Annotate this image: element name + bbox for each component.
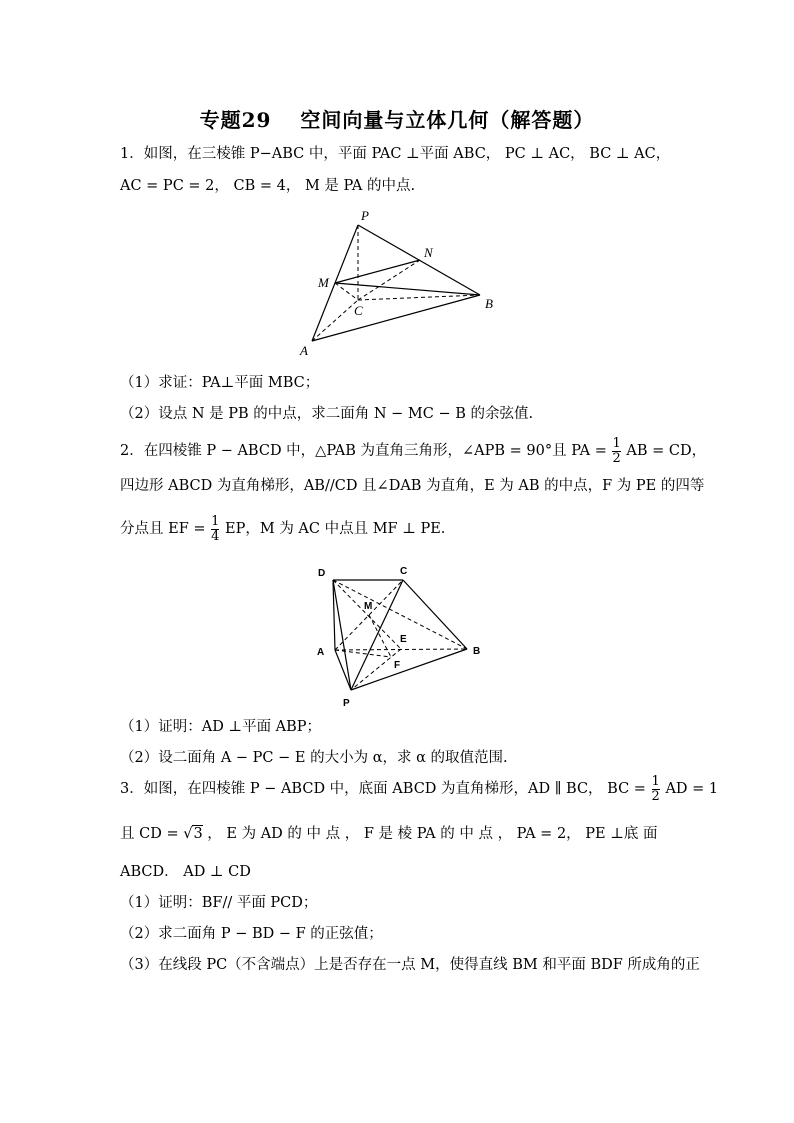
q3-line2-b: ， E 为 AD 的 中 点 ， F 是 棱 PA 的 中 点 ， PA = 2， PE ⊥底 面 (207, 826, 658, 842)
q3-line1-a: 3．如图，在四棱锥 P − ABCD 中，底面 ABCD 为直角梯形，AD ∥ BC， BC = (120, 781, 646, 797)
q2-label-p: P (343, 698, 350, 709)
q3-line3: ABCD． AD ⊥ CD (120, 864, 251, 880)
q1-label-b: B (485, 296, 493, 311)
q1-label-m: M (318, 275, 329, 290)
q2-sub1: （1）证明：AD ⊥平面 ABP； (120, 719, 322, 735)
q2-line1-b: AB = CD， (626, 443, 707, 459)
q2-label-a: A (317, 647, 325, 658)
q2-figure-pyramid (305, 560, 495, 710)
q1-figure-tetrahedron (290, 205, 510, 365)
q2-frac2-den: 4 (211, 528, 220, 544)
q2-line1-a: 2．在四棱锥 P − ABCD 中，△PAB 为直角三角形，∠APB = 90°且 PA = (120, 443, 607, 459)
q2-line3-b: EP，M 为 AC 中点且 MF ⊥ PE. (225, 521, 446, 537)
q3-line1-b: AD = 1 (665, 781, 719, 797)
q2-label-d: D (318, 568, 326, 579)
q2-label-b: B (473, 646, 481, 657)
q2-fraction-quarter (211, 515, 219, 544)
page-title: 专题29 空间向量与立体几何（解答题） (199, 108, 595, 132)
q1-sub1: （1）求证：PA⊥平面 MBC； (120, 375, 320, 391)
q2-label-c: C (400, 566, 408, 577)
q1-line2: AC = PC = 2， CB = 4， M 是 PA 的中点. (120, 178, 416, 194)
q1-label-n: N (424, 245, 433, 260)
q3-line2 (120, 824, 680, 844)
q1-sub2: （2）设点 N 是 PB 的中点，求二面角 N − MC − B 的余弦值. (120, 406, 534, 422)
q2-label-e: E (400, 634, 407, 645)
q3-frac-den: 2 (651, 788, 660, 804)
q2-frac1-num: 1 (612, 435, 621, 451)
q2-line3 (120, 512, 680, 546)
q2-sub2: （2）设二面角 A − PC − E 的大小为 α，求 α 的取值范围. (120, 750, 508, 766)
q2-label-f: F (394, 660, 401, 671)
q2-line2: 四边形 ABCD 为直角梯形，AB//CD 且∠DAB 为直角，E 为 AB 的中点，F 为 PE 的四等 (120, 478, 705, 494)
q2-frac2-num: 1 (211, 513, 220, 529)
q1-label-a: A (300, 343, 308, 358)
q1-label-p: P (361, 208, 369, 223)
q3-line2-a: 且 CD = (120, 826, 179, 842)
q1-line1: 1．如图，在三棱锥 P−ABC 中，平面 PAC ⊥平面 ABC， PC ⊥ AC， BC ⊥ AC， (120, 146, 671, 162)
q2-line1 (120, 434, 707, 468)
q3-line1 (120, 772, 719, 806)
q2-line3-a: 分点且 EF = (120, 521, 206, 537)
q3-fraction-half (652, 775, 660, 804)
q3-sub3: （3）在线段 PC（不含端点）上是否存在一点 M，使得直线 BM 和平面 BDF 所成角的正 (120, 957, 700, 973)
q3-frac-num: 1 (651, 773, 660, 789)
q3-sub2: （2）求二面角 P − BD − F 的正弦值； (120, 926, 383, 942)
q2-fraction-half (612, 437, 620, 466)
q1-label-c: C (354, 303, 363, 318)
q3-sqrt-value: 3 (193, 826, 203, 842)
q3-sub1: （1）证明：BF// 平面 PCD； (120, 895, 318, 911)
q3-sqrt-symbol: √ (183, 826, 193, 842)
q2-frac1-den: 2 (612, 450, 621, 466)
q2-label-m: M (364, 601, 373, 612)
